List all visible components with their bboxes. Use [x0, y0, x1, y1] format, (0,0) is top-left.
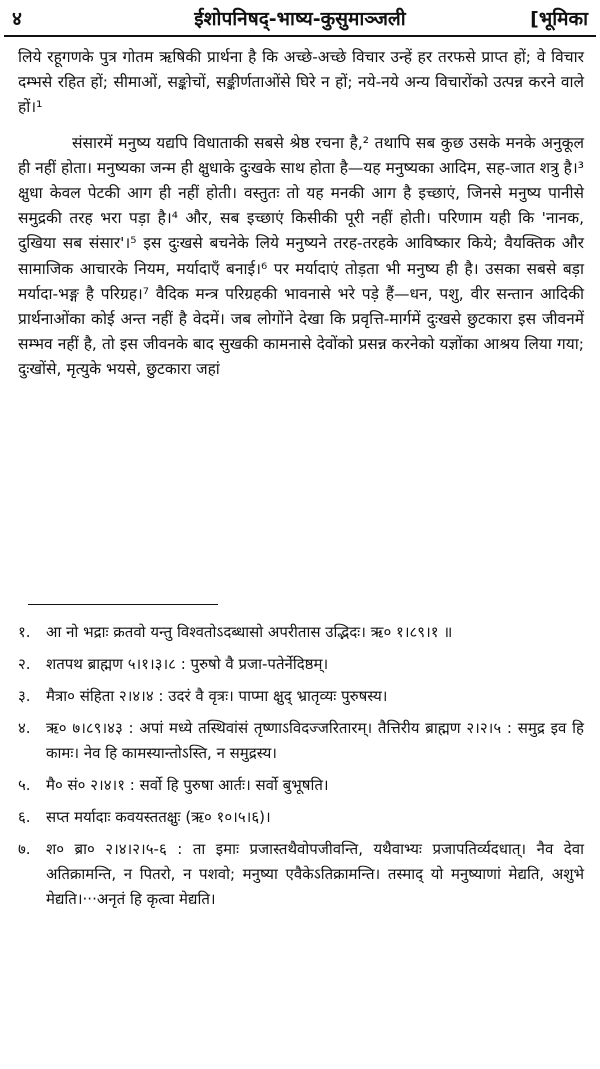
main-text: [18, 45, 584, 383]
footnote-number: १.: [18, 623, 31, 641]
footnote-text: सप्त मर्यादाः कवयस्ततक्षुः (ऋ० १०।५।६)।: [46, 808, 271, 826]
footnote-number: ७.: [18, 840, 31, 858]
footnote-text: मै० सं० २।४।१ : सर्वो हि पुरुषा आर्तः। सर्वो बुभूषति।: [46, 776, 329, 794]
paragraph: लिये रहूगणके पुत्र गोतम ऋषिकी प्रार्थना है कि अच्छे-अच्छे विचार उन्हें हर तरफसे प्राप्त हों; वे विचार दम्भसे रहित हों; सीमाओं, सङ्कोचों, सङ्कीर्णताओंसे घिरे न हों; नये-नये अन्य विचारोंको उत्पन्न करने वाले हों।¹: [18, 48, 584, 117]
paragraph: संसारमें मनुष्य यद्यपि विधाताकी सबसे श्रेष्ठ रचना है,² तथापि सब कुछ उसके मनके अनुकूल ही नहीं होता। मनुष्यका जन्म ही क्षुधाके दुःखके साथ होता है—यह मनुष्यका आदिम, सह-जात शत्रु है।³ क्षुधा केवल पेटकी आग ही नहीं होती। वस्तुतः तो यह मनकी आग है इच्छाएं, जिनसे मनुष्य पानीसे समुद्रकी तरह भरा पड़ा है।⁴ और, सब इच्छाएं किसीकी पूरी नहीं होती। परिणाम यही कि 'नानक, दुखिया सब संसार'।⁵ इस दुःखसे बचनेके लिये मनुष्यने तरह-तरहके आविष्कार किये; वैयक्तिक और सामाजिक आचारके नियम, मर्यादाएँ बनाई।⁶ पर मर्यादाएं तोड़ता भी मनुष्य ही है। उसका सबसे बड़ा मर्यादा-भङ्ग है परिग्रह।⁷ वैदिक मन्त्र परिग्रहकी भावनासे भरे पड़े हैं—धन, पशु, वीर सन्तान आदिकी प्रार्थनाओंका कोई अन्त नहीं है वेदमें। जब लोगोंने देखा कि प्रवृत्ति-मार्गमें दुःखसे छुटकारा इस जीवनमें सम्भव नहीं है, तो इस जीवनके बाद सुखकी कामनासे देवोंको प्रसन्न करनेको यज्ञोंका आश्रय लिया गया; दुःखोंसे, मृत्युके भयसे, छुटकारा जहां: [18, 133, 584, 379]
footnote: [18, 837, 584, 912]
footnote-number: ५.: [18, 776, 31, 794]
footnote-text: श० ब्रा० २।४।२।५-६ : ता इमाः प्रजास्तथैवोपजीवन्ति, यथैवाभ्यः प्रजापतिर्व्यदधात्। नैव देवा अतिक्रामन्ति, न पितरो, न पशवो; मनुष्या एवैकेऽतिक्रामन्ति। तस्माद् यो मनुष्याणां मेद्यति, अशुभे मेद्यति।···अनृतं हि कृत्वा मेद्यति।: [46, 840, 584, 908]
footnote-text: आ नो भद्राः क्रतवो यन्तु विश्वतोऽदब्धासो अपरीतास उद्भिदः। ऋ० १।८९।१ ॥: [46, 623, 453, 641]
footnote-number: ६.: [18, 808, 31, 826]
footnote: [18, 805, 584, 830]
footnote: [18, 773, 584, 798]
header-rule: [4, 35, 596, 37]
footnote-number: २.: [18, 655, 31, 673]
page-number: ४: [12, 8, 22, 30]
running-header: [8, 4, 592, 34]
footnote-divider: [28, 604, 218, 605]
footnotes: [18, 620, 584, 919]
book-title: ईशोपनिषद्-भाष्य-कुसुमाञ्जली: [194, 8, 406, 30]
footnote: [18, 652, 584, 677]
footnote-number: ३.: [18, 687, 31, 705]
footnote-text: शतपथ ब्राह्मण ५।१।३।८ : पुरुषो वै प्रजा-पतेर्नेदिष्ठम्।: [46, 655, 329, 673]
footnote-number: ४.: [18, 719, 31, 737]
footnote: [18, 716, 584, 766]
footnote-text: मैत्रा० संहिता २।४।४ : उदरं वै वृत्रः। पाप्मा क्षुद् भ्रातृव्यः पुरुषस्य।: [46, 687, 388, 705]
footnote: [18, 620, 584, 645]
footnote-text: ऋ० ७।८९।४३ : अपां मध्ये तस्थिवांसं तृष्णाऽविदज्जरितारम्। तैत्तिरीय ब्राह्मण २।२।५ : समुद्र इव हि कामः। नेव हि कामस्यान्तोऽस्ति, न समुद्रस्य।: [46, 719, 584, 762]
section-label: [भूमिका: [530, 8, 588, 30]
footnote: [18, 684, 584, 709]
